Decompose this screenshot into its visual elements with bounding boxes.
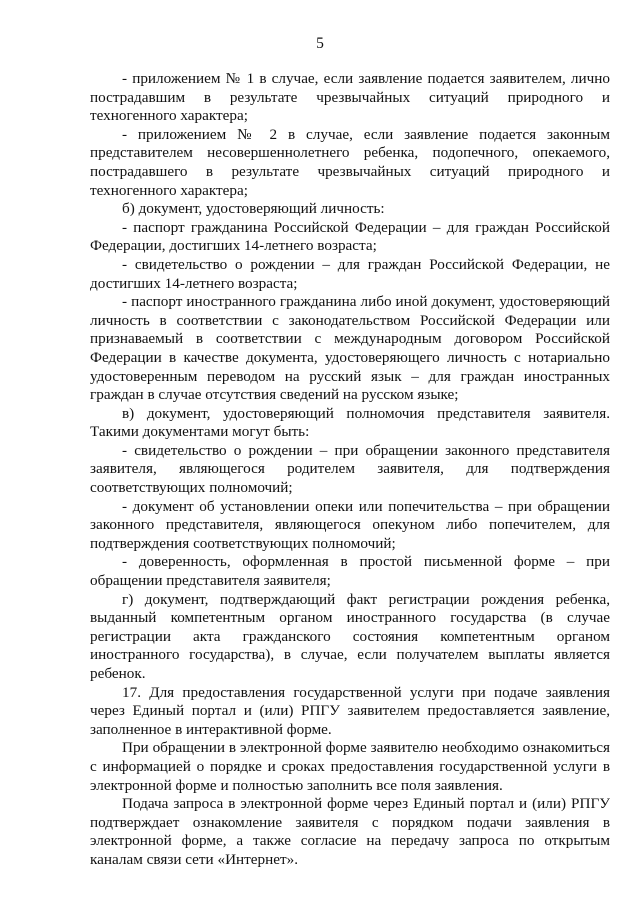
- paragraph: б) документ, удостоверяющий личность:: [122, 200, 385, 218]
- paragraph: При обращении в электронной форме заявителю необходимо ознакомиться с информацией о порядке и сроках предоставления государственной услуги в электронной форме и полностью заполнить все поля заявления.: [90, 739, 610, 794]
- paragraph: - приложением № 1 в случае, если заявление подается заявителем, лично пострадавшим в результате чрезвычайных ситуаций природного и техногенного характера;: [90, 70, 610, 125]
- paragraph: - приложением № 2 в случае, если заявление подается законным представителем несовершеннолетнего ребенка, подопечного, опекаемого, пострадавшего в результате чрезвычайных ситуаций природного и техногенного характера;: [90, 125, 610, 199]
- document-body: [90, 70, 610, 870]
- paragraph: Подача запроса в электронной форме через Единый портал и (или) РПГУ подтверждает ознакомление заявителя с порядком подачи заявления в электронной форме, а также согласие на передачу запроса по открытым каналам связи сети «Интернет».: [90, 795, 610, 868]
- paragraph: - паспорт иностранного гражданина либо иной документ, удостоверяющий личность в соответствии с законодательством Российской Федерации или признаваемый в соответствии с международным договором Российской Федерации в качестве документа, удостоверяющего личность с нотариально удостоверенным переводом на русский язык – для граждан иностранных граждан в случае отсутствия сведений на русском языке;: [90, 293, 610, 404]
- paragraph: в) документ, удостоверяющий полномочия представителя заявителя. Такими документами могут быть:: [90, 404, 610, 441]
- paragraph: - свидетельство о рождении – для граждан Российской Федерации, не достигших 14-летнего возраста;: [90, 255, 610, 292]
- paragraph: 17. Для предоставления государственной услуги при подаче заявления через Единый портал и (или) РПГУ заявителем предоставляется заявление, заполненное в интерактивной форме.: [90, 683, 610, 738]
- paragraph: - паспорт гражданина Российской Федерации – для граждан Российской Федерации, достигших 14-летнего возраста;: [90, 218, 610, 255]
- paragraph: - свидетельство о рождении – при обращении законного представителя заявителя, являющегося родителем заявителя, для подтверждения соответствующих полномочий;: [90, 441, 610, 497]
- paragraph: г) документ, подтверждающий факт регистрации рождения ребенка, выданный компетентным органом иностранного государства (в случае регистрации акта гражданского состояния компетентным органом иностранного государства), в случае, если получателем выплаты является ребенок.: [90, 590, 610, 682]
- paragraph: - документ об установлении опеки или попечительства – при обращении законного представителя, являющегося опекуном либо попечителем, для подтверждения соответствующих полномочий;: [90, 497, 610, 552]
- page-number: 5: [316, 35, 324, 52]
- paragraph: - доверенность, оформленная в простой письменной форме – при обращении представителя заявителя;: [90, 553, 610, 590]
